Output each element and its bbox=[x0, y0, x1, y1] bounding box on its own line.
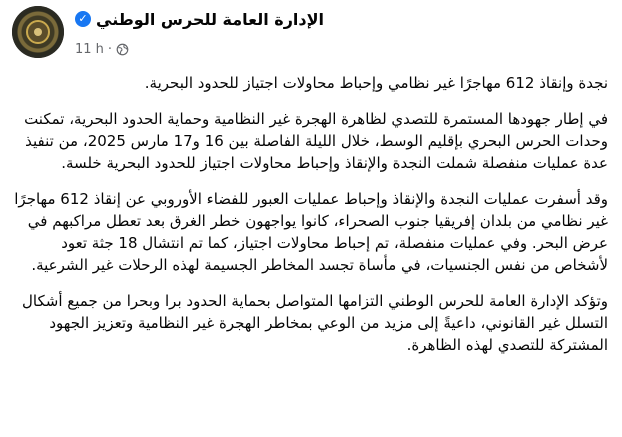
post-body bbox=[12, 72, 608, 370]
emblem-icon bbox=[26, 20, 50, 44]
post-paragraph: نجدة وإنقاذ 612 مهاجرًا غير نظامي وإحباط محاولات اجتياز للحدود البحرية. bbox=[144, 74, 608, 92]
post-time[interactable]: 11 h bbox=[75, 41, 104, 57]
post-paragraph: وقد أسفرت عمليات النجدة والإنقاذ وإحباط عمليات العبور للفضاء الأوروبي عن إنقاذ 612 مهاجرًا غير نظامي من بلدان إفريقيا جنوب الصحراء، كانوا يواجهون خطر الغرق بعد تعطل مراكبهم في عرض البحر. وفي عمليات منفصلة، تم إحباط محاولات اجتياز، كما تم انتشال 18 جثة تعود لأشخاص من نفس الجنسيات، في مأساة تجسد المخاطر الجسيمة لهذه الرحلات غير الشرعية. bbox=[14, 190, 608, 274]
page-name-row bbox=[75, 8, 324, 30]
page-avatar[interactable] bbox=[12, 6, 64, 58]
post-header bbox=[0, 6, 622, 66]
post-meta bbox=[75, 40, 129, 58]
globe-icon[interactable] bbox=[116, 43, 129, 56]
verified-badge-icon: ✓ bbox=[75, 11, 91, 27]
post-paragraph: وتؤكد الإدارة العامة للحرس الوطني التزامها المتواصل بحماية الحدود برا وبحرا من جميع أشكال التسلل غير القانوني، داعيةً إلى مزيد من الوعي بمخاطر الهجرة غير النظامية وتعزيز الجهود المشتركة للتصدي لهذه الظاهرة. bbox=[22, 292, 608, 354]
meta-separator: · bbox=[107, 41, 113, 57]
post-paragraph: في إطار جهودها المستمرة للتصدي لظاهرة الهجرة غير النظامية وحماية الحدود البحرية، تمكنت وحدات الحرس البحري بإقليم الوسط، خلال الليلة الفاصلة بين 16 و17 مارس 2025، من تنفيذ عدة عمليات منفصلة شملت النجدة والإنقاذ وإحباط محاولات اجتياز للحدود البحرية خلسة. bbox=[24, 110, 608, 172]
page-name[interactable]: الإدارة العامة للحرس الوطني bbox=[96, 9, 325, 29]
